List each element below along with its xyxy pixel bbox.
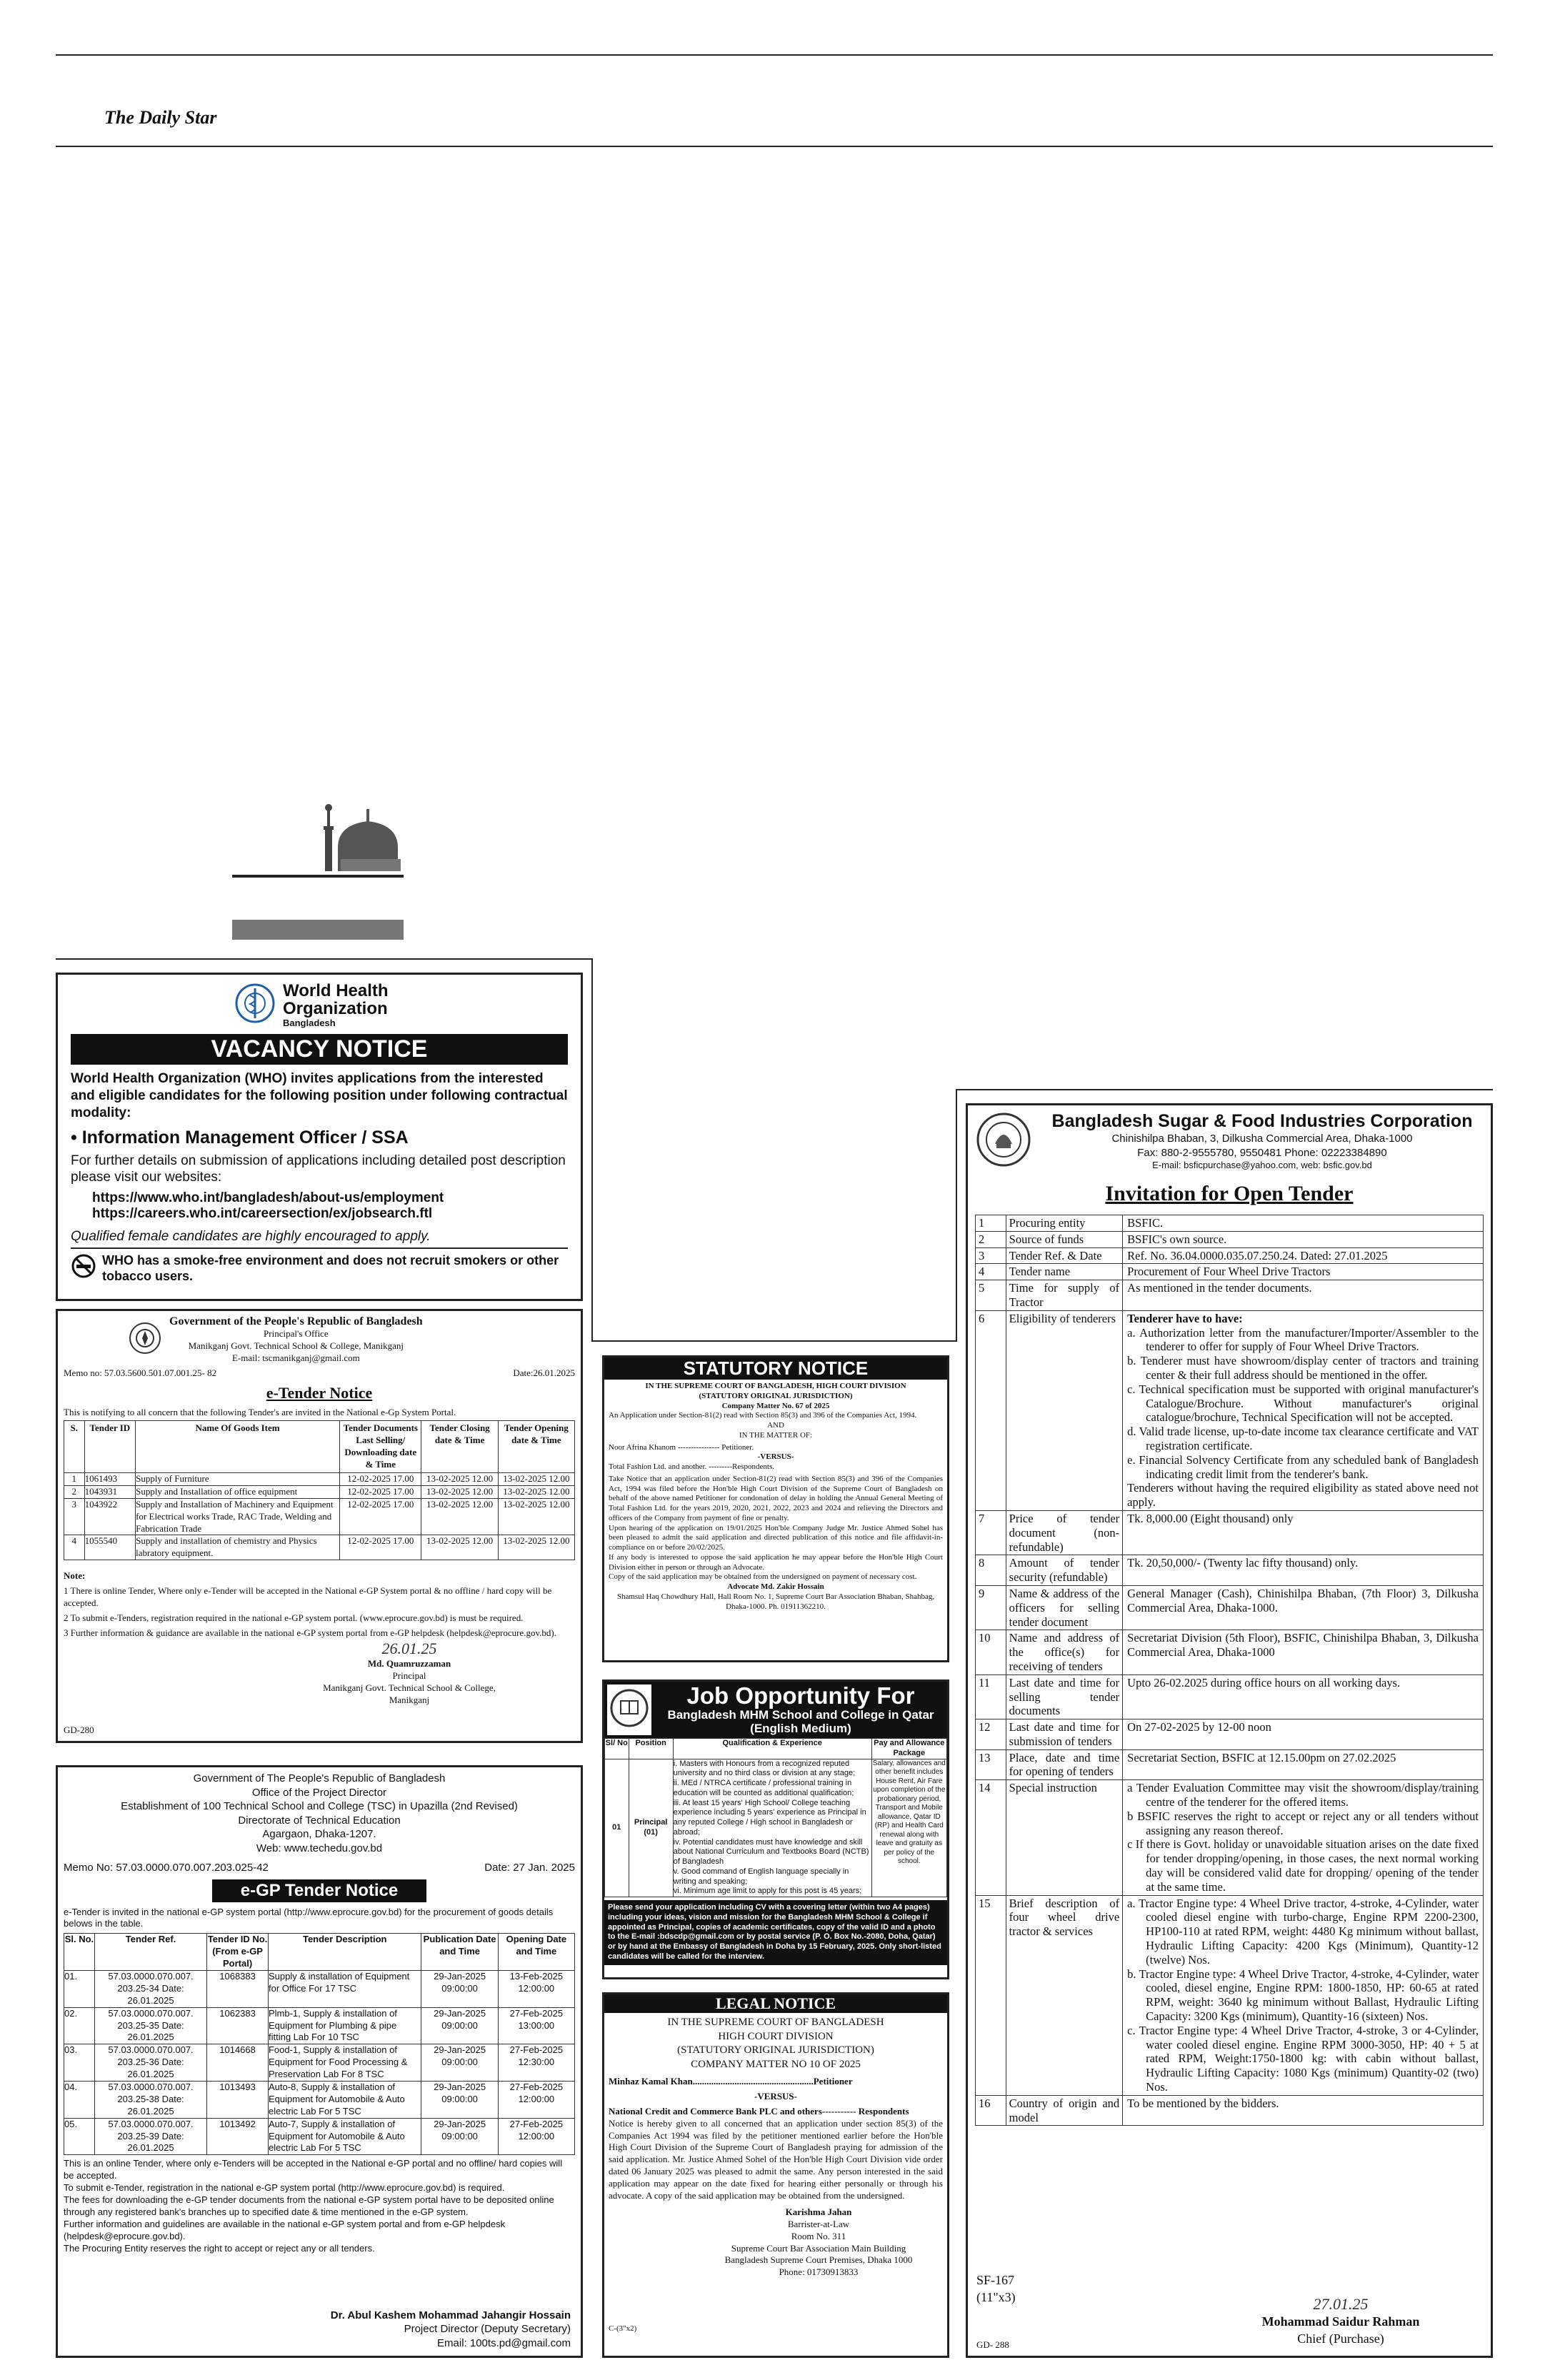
list-item: c If there is Govt. holiday or unavoidable situation arises on the date fixed for tender dropping/opening, in those cases, the next normal working day will be considered valid date for dropping/ opening of the tender at the same time. [1127,1837,1479,1894]
cell: 27-Feb-2025 12:00:00 [498,2118,574,2155]
newspaper-logo: The Daily Star [104,107,217,128]
legal-size: C-(3"x2) [609,2324,637,2334]
col-ref: Tender Ref. [94,1934,206,1971]
cell-value: Tk. 8,000.00 (Eight thousand) only [1127,1511,1294,1525]
manikganj-signature: 26.01.25 [381,1640,437,1658]
cell: 13 [976,1749,1006,1780]
cell: 10 [976,1630,1006,1674]
manikganj-title: e-Tender Notice [266,1383,373,1402]
cell: Last date and time for submission of tenders [1006,1719,1123,1750]
statutory-advocate: Advocate Md. Zakir Hossain [727,1582,824,1591]
cell: 9 [976,1585,1006,1630]
tsc-address: Agargaon, Dhaka-1207. [262,1828,376,1840]
cell: 14 [976,1780,1006,1895]
cell [1123,1749,1484,1780]
cell: 57.03.0000.070.007. 203.25-38 Date: 26.01.2025 [94,2081,206,2118]
cell: 1062383 [207,2007,269,2044]
cell-value: Upto 26-02.2025 during office hours on all working days. [1127,1675,1401,1689]
qualification-item: iv. Potential candidates must have knowledge and skill about National Curriculum and Textbooks Board (NCTB) of Bangladesh [673,1837,869,1866]
qualification-item: ii. MEd / NTRCA certificate / professional training in education will be counted as additional qualification; [673,1779,854,1797]
cell [1123,1310,1484,1510]
cell: 57.03.0000.070.007. 203.25-34 Date: 26.01.2025 [94,1970,206,2007]
cell: 13-02-2025 12.00 [498,1498,574,1535]
cell: Principal (01) [629,1759,673,1897]
cell: 03. [64,2044,95,2082]
job-footer: Please send your application including CV with a covering letter (within two A4 pages) including your ideas, vision and mission for the Bangladesh MHM School & College if appointed as Principal, copies of academic certificates, copy of the valid ID and a photo to the E-mail :bdscdp@gmail.com or by postal service (P. O. Box No.-2080, Doha, Qatar) or by hand at the Embassy of Bangladesh in Doha by 15 February, 2025. Only short-listed candidates will be called for the interview. [604,1900,947,1965]
col-qualification: Qualification & Experience [673,1739,871,1759]
table-row [976,1895,1484,2095]
who-vacancy-notice [56,973,583,1301]
legal-signer: Karishma Jahan [785,2206,852,2217]
cell: 01. [64,1970,95,2007]
bsfic-address: Chinishilpa Bhaban, 3, Dilkusha Commercial Area, Dhaka-1000 [1111,1133,1413,1145]
table-row [64,2081,575,2118]
legal-addr-1: Supreme Court Bar Association Main Building [731,2242,906,2254]
cell: 3 [976,1247,1006,1264]
table-row [976,1280,1484,1311]
statutory-matter: Company Matter No. 67 of 2025 [721,1401,830,1410]
table-row [64,2118,575,2155]
cell: Brief description of four wheel drive tractor & services [1006,1895,1123,2095]
col-opening: Tender Opening date & Time [498,1421,574,1473]
cell: 57.03.0000.070.007. 203.25-39 Date: 26.01.2025 [94,2118,206,2155]
cell: 13-02-2025 12.00 [421,1473,498,1486]
cell: Supply and Installation of Machinery and Equipment for Electrical works Trade, RAC Trade, Welding and Fabrication Trade [136,1498,340,1535]
cell-value: Tk. 20,50,000/- (Twenty lac fifty thousand) only. [1127,1556,1359,1570]
cell: 6 [976,1310,1006,1510]
cell: 4 [64,1535,85,1560]
cell: Auto-8, Supply & installation of Equipment for Automobile & Auto electric Lab For 5 TSC [268,2081,421,2118]
table-row [64,1485,575,1498]
table-row [976,1264,1484,1280]
cell-value: As mentioned in the tender documents. [1127,1281,1312,1295]
manikganj-signer-org: Manikganj Govt. Technical School & College, Manikganj [323,1682,496,1706]
cell: 29-Jan-2025 09:00:00 [421,2044,498,2082]
manikganj-note-3: 3 Further information & guidance are available in the national e-GP system portal from e-GP helpdesk (helpdesk@eprocure.gov.bd). [64,1627,556,1638]
cell-value: Tenderer have to have: [1127,1311,1243,1325]
cell: Country of origin and model [1006,2095,1123,2126]
bsfic-open-tender [966,1103,1493,2358]
cell: 13-02-2025 12.00 [498,1485,574,1498]
legal-respondent: National Credit and Commerce Bank PLC and others----------- Respondents [609,2105,909,2117]
cell: Name & address of the officers for selling tender document [1006,1585,1123,1630]
cell: Tender name [1006,1264,1123,1280]
tsc-intro: e-Tender is invited in the national e-GP system portal (http://www.eprocure.gov.bd) for the procurement of goods details belows in the table. [64,1906,554,1929]
cell [1123,1630,1484,1674]
list-item: d. Valid trade license, up-to-date income tax clearance certificate and VAT registration certificate. [1127,1425,1479,1452]
manikganj-tender-table [64,1420,575,1560]
cell: Time for supply of Tractor [1006,1280,1123,1311]
tsc-signer: Dr. Abul Kashem Mohammad Jahangir Hossain [330,2309,571,2321]
cell: 8 [976,1555,1006,1586]
statutory-in-matter: IN THE MATTER OF: [739,1430,813,1440]
statutory-notice [602,1355,949,1662]
cell: 1043931 [84,1485,136,1498]
col-sl: Sl/ No [605,1739,629,1759]
cell: 13-02-2025 12.00 [498,1473,574,1486]
tsc-notes: This is an online Tender, where only e-Tenders will be accepted in the National e-GP portal and no offline/ hard copies will be accepted. To submit e-Tender, registration in the national e-GP system portal (http://www.eprocure.gov.bd) is required. The fees for downloading the e-GP tender documents from the national e-GP system portal have to be deposited online through any registered bank's branches up to specified date & time mentioned in the e-GP system. Further information and guidelines are available in the national e-GP system portal and from e-GP helpdesk (helpdesk@eprocure.gov.bd). The Procuring Entity reserves the right to accept or reject any or all tenders. [64,2158,563,2254]
legal-title: LEGAL NOTICE [604,1994,947,2013]
qualification-item: iii. At least 15 years' High School/ College teaching experience including 5 years' experience as Principal in any reputed College / High school in Bangladesh or abroad; [673,1798,866,1837]
who-details: For further details on submission of applications including detailed post description please visit our websites: [71,1153,566,1185]
who-url-1[interactable]: https://www.who.int/bangladesh/about-us/employment [92,1190,444,1206]
tsc-gov: Government of The People's Republic of Bangladesh [193,1772,446,1784]
legal-petitioner: Minhaz Kamal Khan....................................................Petitioner [609,2076,853,2087]
tsc-dept: Directorate of Technical Education [238,1814,401,1827]
legal-versus: -VERSUS- [754,2090,797,2102]
cell [1123,1247,1484,1264]
bsfic-email: E-mail: bsficpurchase@yahoo.com, web: bsfic.gov.bd [1152,1160,1372,1171]
table-row [976,1719,1484,1750]
cell [1123,1674,1484,1719]
cell: Name and address of the office(s) for receiving of tenders [1006,1630,1123,1674]
cell: Price of tender document (non-refundable) [1006,1510,1123,1555]
col-tender-id: Tender ID [84,1421,136,1473]
who-encourage: Qualified female candidates are highly encouraged to apply. [71,1229,431,1245]
cell [1123,1510,1484,1555]
who-position: • Information Management Officer / SSA [71,1127,409,1148]
qualification-item: vi. Minimum age limit to apply for this post is 45 years; [673,1887,862,1896]
cell: 29-Jan-2025 09:00:00 [421,2118,498,2155]
bsfic-role: Chief (Purchase) [1297,2331,1384,2346]
cell: 1061493 [84,1473,136,1486]
cell-value: Secretariat Section, BSFIC at 12.15.00pm on 27.02.2025 [1127,1750,1396,1764]
tsc-title: e-GP Tender Notice [212,1879,427,1902]
manikganj-signer: Md. Quamruzzaman [367,1658,451,1669]
cell-value: To be mentioned by the bidders. [1127,2096,1279,2110]
list-item: a. Authorization letter from the manufacturer/Importer/Assembler to the tenderer to offer for supply of Four Wheel Drive Tractors. [1127,1325,1479,1354]
cell [1123,1895,1484,2095]
qualification-item: v. Good command of English language specially in writing and speaking; [673,1867,849,1886]
cell [1123,1215,1484,1232]
col-closing: Tender Closing date & Time [421,1421,498,1473]
cell: 1013493 [207,2081,269,2118]
col-open: Opening Date and Time [498,1934,574,1971]
cell: 02. [64,2007,95,2044]
bsfic-name: Bangladesh Sugar & Food Industries Corporation [1051,1111,1473,1132]
cell: Procuring entity [1006,1215,1123,1232]
tsc-role: Project Director (Deputy Secretary) [404,2323,571,2335]
tsc-memo: Memo No: 57.03.0000.070.007.203.025-42 [64,1862,269,1874]
who-title: VACANCY NOTICE [71,1034,568,1065]
col-desc: Tender Description [268,1934,421,1971]
legal-role: Barrister-at-Law [787,2218,850,2229]
cell: 15 [976,1895,1006,2095]
who-smoke-policy: WHO has a smoke-free environment and does not recruit smokers or other tobacco users. [102,1253,559,1283]
cell: 1 [64,1473,85,1486]
manikganj-note-1: 1 There is online Tender, Where only e-Tender will be accepted in the National e-GP System portal & no offline / hard copy will be accepted. [64,1585,552,1609]
tsc-egp-tender-notice [56,1765,583,2358]
bsfic-title: Invitation for Open Tender [1105,1182,1354,1205]
cell: 2 [976,1231,1006,1247]
col-position: Position [629,1739,673,1759]
cell: 12 [976,1719,1006,1750]
table-row [976,1510,1484,1555]
cell [1123,1231,1484,1247]
list-item: e. Financial Solvency Certificate from any scheduled bank of Bangladesh indicating credit limit from the tenderer's bank. [1127,1452,1479,1481]
tsc-office: Office of the Project Director [251,1786,387,1799]
cell [1123,1264,1484,1280]
legal-court: IN THE SUPREME COURT OF BANGLADESH [667,2017,884,2028]
legal-matter: COMPANY MATTER NO 10 OF 2025 [691,2058,861,2070]
tsc-web: Web: www.techedu.gov.bd [256,1842,383,1854]
cell: 1013492 [207,2118,269,2155]
table-row [976,2095,1484,2126]
tsc-email: Email: 100ts.pd@gmail.com [437,2336,571,2349]
col-goods: Name Of Goods Item [136,1421,340,1473]
cell: 12-02-2025 17.00 [340,1473,421,1486]
cell: 13-02-2025 12.00 [421,1485,498,1498]
table-row [64,2007,575,2044]
cell: Eligibility of tenderers [1006,1310,1123,1510]
table-row [976,1310,1484,1510]
cell: 27-Feb-2025 13:00:00 [498,2007,574,2044]
bsfic-signer: Mohammad Saidur Rahman [1261,2314,1420,2329]
legal-notice [602,1992,949,2358]
table-row [976,1749,1484,1780]
table-row [976,1585,1484,1630]
cell: 1043922 [84,1498,136,1535]
who-emblem-icon [234,983,276,1028]
job-subtitle: Bangladesh MHM School and College in Qatar (English Medium) [667,1708,934,1735]
tsc-date: Date: 27 Jan. 2025 [484,1862,575,1874]
cell [1123,1780,1484,1895]
cell [1123,1719,1484,1750]
list-item: b BSFIC reserves the right to accept or reject any or all tenders without assigning any reason thereof. [1127,1809,1479,1837]
bangladesh-emblem-icon [128,1321,162,1359]
cell: 2 [64,1485,85,1498]
cell: 57.03.0000.070.007. 203.25-36 Date: 26.01.2025 [94,2044,206,2082]
cell: 12-02-2025 17.00 [340,1498,421,1535]
cell [1123,1585,1484,1630]
cell: Special instruction [1006,1780,1123,1895]
cell: Source of funds [1006,1231,1123,1247]
manikganj-etender-notice [56,1309,583,1743]
tsc-tender-table [64,1933,575,2155]
table-header-row [605,1739,947,1759]
manikganj-school: Manikganj Govt. Technical School & College, Manikganj [188,1340,404,1351]
col-sl: S. [64,1421,85,1473]
job-opportunity-notice [602,1679,949,1979]
cell: 11 [976,1674,1006,1719]
cell: 27-Feb-2025 12:00:00 [498,2081,574,2118]
no-smoking-icon [71,1253,96,1282]
cell [673,1759,871,1897]
list-item: a Tender Evaluation Committee may visit the showroom/display/training centre of the tenderer for the offered items. [1127,1781,1479,1809]
cell-extra: Tenderers without having the required eligibility as stated above need not apply. [1127,1481,1479,1510]
list-item: b. Tractor Engine type: 4 Wheel Drive Tractor, 4-stroke, 4-Cylinder, water cooled, diesel engine, Engine RPM: 1800-1850, HP: 60-65 at rated RPM, weight: 3640 kg minimum without Ballast, Hydraulic Lifting Capacity: 3200 Kgs (minimum), Quantity-16 (sixteen) Nos. [1127,1967,1479,2024]
col-sl: Sl. No. [64,1934,95,1971]
who-intro: World Health Organization (WHO) invites applications from the interested and eligible candidates for the following position under following contractual modality: [71,1071,568,1120]
bsfic-size: (11"x3) [976,2289,1016,2304]
table-row [976,1247,1484,1264]
cell: 3 [64,1498,85,1535]
cell-value: BSFIC's own source. [1127,1232,1227,1246]
manikganj-intro: This is notifying to all concern that the following Tender's are invited in the National e-Gp System Portal. [64,1406,456,1417]
cell [1123,1280,1484,1311]
bsfic-fax: Fax: 880-2-9555780, 9550481 Phone: 02223384890 [1137,1146,1387,1159]
cell: 04. [64,2081,95,2118]
cell: 12-02-2025 17.00 [340,1535,421,1560]
statutory-application: An Application under Section-81(2) read with Section 85(3) and 396 of the Companies Act, 1994. [609,1411,917,1420]
table-row [605,1759,947,1897]
cell: 05. [64,2118,95,2155]
manikganj-memo: Memo no: 57.03.5600.501.07.001.25- 82 [64,1367,217,1378]
who-country: Bangladesh [283,1018,336,1029]
col-pay: Pay and Allowance Package [871,1739,946,1759]
manikganj-office: Principal's Office [264,1328,329,1339]
bsfic-tender-table [975,1215,1484,2126]
who-org-name: World Health Organization [283,981,389,1019]
cell: Supply & installation of Equipment for Office For 17 TSC [268,1970,421,2007]
table-row [64,1473,575,1486]
manikganj-email: E-mail: tscmanikganj@gmail.com [231,1352,360,1363]
cell [1123,2095,1484,2126]
cell: 12-02-2025 17.00 [340,1485,421,1498]
legal-phone: Phone: 01730913833 [779,2266,859,2278]
cell: Tender Ref. & Date [1006,1247,1123,1264]
bsfic-code: GD- 288 [976,2339,1009,2351]
statutory-body: Take Notice that an application under Section-81(2) read with Section 85(3) and 396 of the Companies Act, 1994 was filed before the Hon'ble High Court Division of the Supreme Court of Bangladesh on behalf of the above named Petitioner for condonation of delay in holding the Annual General Meeting of Total Fashion Ltd. for the years 2019, 2020, 2021, 2022, 2023 and 2024 and relieving the Directors and officers of the Company from payment of fine or penalty. Upon hearing of the application on 19/01/2025 Hon'ble Company Judge Mr. Justice Ahmed Sohel has been pleased to admit the said application and directed publication of this notice and file affidavit-in-compliance on or before 20/02/2025. If any body is interested to oppose the said application he may appear before the Hon'ble High Court Division either in person or through an Advocate. Copy of the said application may be obtained from the undersigned on payment of necessary cost. [609,1474,943,1582]
cell: Salary, allowances and other benefit includes House Rent, Air Fare upon completion of the probationary period, Transport and Mobile allowance, Qatar ID (RP) and Health Card renewal along with leave and gratuity as per policy of the school. [871,1759,946,1897]
cell: 13-02-2025 12.00 [498,1535,574,1560]
cell: 5 [976,1280,1006,1311]
cell-value: Procurement of Four Wheel Drive Tractors [1127,1265,1331,1279]
bsfic-sf-code: SF-167 [976,2273,1015,2288]
col-selling: Tender Documents Last Selling/ Downloading date & Time [340,1421,421,1473]
cell: 1014668 [207,2044,269,2082]
cell: Plmb-1, Supply & installation of Equipment for Plumbing & pipe fitting Lab For 10 TSC [268,2007,421,2044]
cell-value: On 27-02-2025 by 12-00 noon [1127,1720,1271,1734]
who-url-2[interactable]: https://careers.who.int/careersection/ex/jobsearch.ftl [92,1206,433,1222]
cell: 29-Jan-2025 09:00:00 [421,2007,498,2044]
statutory-and: AND [767,1421,784,1430]
table-row [976,1215,1484,1232]
table-header-row [64,1421,575,1473]
cell: 7 [976,1510,1006,1555]
cell: 1055540 [84,1535,136,1560]
cell-value: General Manager (Cash), Chinishilpa Bhaban, (7th Floor) 3, Dilkusha Commercial Area, Dhaka-1000. [1127,1586,1479,1615]
job-table [604,1738,947,1897]
cell: 27-Feb-2025 12:30:00 [498,2044,574,2082]
bsfic-signature-date: 27.01.25 [1313,2295,1369,2314]
statutory-address: Shamsul Haq Chowdhury Hall, Hall Room No. 1, Supreme Court Bar Association Bhaban, Shahbag, Dhaka-1000. Ph. 01911362210. [616,1592,935,1611]
table-header-row [64,1934,575,1971]
table-row [64,1498,575,1535]
mosque-graphic [232,789,404,871]
bsfic-logo-icon [975,1111,1032,1172]
table-row [976,1780,1484,1895]
tsc-project: Establishment of 100 Technical School and College (TSC) in Upazilla (2nd Revised) [121,1800,518,1812]
col-id: Tender ID No. (From e-GP Portal) [207,1934,269,1971]
cell: 16 [976,2095,1006,2126]
statutory-court: IN THE SUPREME COURT OF BANGLADESH, HIGH COURT DIVISION [645,1382,906,1390]
cell [1123,1555,1484,1586]
cell-value: Secretariat Division (5th Floor), BSFIC, Chinishilpa Bhaban, 3, Dilkusha Commercial Area, Dhaka-1000 [1127,1631,1479,1660]
legal-addr-2: Bangladesh Supreme Court Premises, Dhaka 1000 [724,2254,913,2266]
job-title: Job Opportunity For [686,1682,915,1709]
cell: 01 [605,1759,629,1897]
manikganj-note-2: 2 To submit e-Tenders, registration required in the national e-GP system portal. (www.eprocure.gov.bd) is must be required. [64,1612,524,1623]
cell: Last date and time for selling tender documents [1006,1674,1123,1719]
table-row [64,1970,575,2007]
statutory-respondent: Total Fashion Ltd. and another. ---------Respondents. [609,1462,775,1471]
cell: 13-Feb-2025 12:00:00 [498,1970,574,2007]
col-pub: Publication Date and Time [421,1934,498,1971]
manikganj-gov: Government of the People's Republic of Bangladesh [169,1315,423,1327]
statutory-title: STATUTORY NOTICE [604,1357,947,1380]
qualification-item: i. Masters with Honours from a recognized reputed university and no third class or division at any stage; [673,1759,856,1778]
manikganj-note-label: Note: [64,1570,86,1582]
cell: 57.03.0000.070.007. 203.25-35 Date: 26.01.2025 [94,2007,206,2044]
cell: Auto-7, Supply & installation of Equipment for Automobile & Auto electric Lab For 5 TSC [268,2118,421,2155]
legal-room: Room No. 311 [791,2230,846,2241]
cell: 29-Jan-2025 09:00:00 [421,2081,498,2118]
list-item: a. Tractor Engine type: 4 Wheel Drive tractor, 4-stroke, 4-Cylinder, water cooled diesel engine with turbo-charge, Engine RPM 2200-2300, HP100-110 at rated RPM, weight: 4480 Kg minimum without ballast, Hydraulic Lifting Capacity: 4200 Kgs (Minimum), Quantity-12 (twelve) Nos. [1127,1896,1479,1967]
legal-division: HIGH COURT DIVISION [718,2030,834,2042]
cell: 4 [976,1264,1006,1280]
list-item: c. Technical specification must be supported with original manufacturer's Catalogue/Brochure. Without manufacturer's original catalogue/brochure, Technical Specification will not be accepted. [1127,1382,1479,1425]
statutory-juris: (STATUTORY ORIGINAL JURISDICTION) [699,1391,853,1400]
statutory-petitioner: Noor Afrina Khanom ---------------- Petitioner. [609,1442,754,1452]
cell: Supply and installation of chemistry and Physics labratory equipment. [136,1535,340,1560]
table-row [976,1674,1484,1719]
cell: Food-1, Supply & installation of Equipment for Food Processing & Preservation Lab For 8 TSC [268,2044,421,2082]
cell: 1068383 [207,1970,269,2007]
cell: 29-Jan-2025 09:00:00 [421,1970,498,2007]
list-item: b. Tenderer must have showroom/display center of tractors and training center & their full address should be mentioned in the offer. [1127,1354,1479,1382]
cell: 13-02-2025 12.00 [421,1535,498,1560]
cell: Amount of tender security (refundable) [1006,1555,1123,1586]
manikganj-code: GD-280 [64,1724,94,1736]
cell: 1 [976,1215,1006,1232]
cell: 13-02-2025 12.00 [421,1498,498,1535]
cell: Place, date and time for opening of tenders [1006,1749,1123,1780]
cell: Supply of Furniture [136,1473,340,1486]
school-logo-icon [607,1684,651,1735]
cell-value: BSFIC. [1127,1216,1164,1230]
cell: Supply and Installation of office equipment [136,1485,340,1498]
table-row [64,1535,575,1560]
table-row [976,1555,1484,1586]
legal-body: Notice is hereby given to all concerned that an application under section 85(3) of the Companies Act 1994 was filed by the petitioner mentioned earlier before the Hon'ble High Court Division of the Supreme Court of Bangladesh praying for admission of the said application. Mr. Justice Ahmed Sohel of the Hon'ble High Court Division vide order dated 06 January 2025 was pleased to admit the same. Any person interested in the said application may appear on the date fixed for hearing either personally or through his advocate. A copy of the said application may be obtained from the undersigned. [609,2117,943,2201]
cell-value: Ref. No. 36.04.0000.035.07.250.24. Dated: 27.01.2025 [1127,1248,1388,1262]
legal-juris: (STATUTORY ORIGINAL JURISDICTION) [677,2044,874,2056]
manikganj-date: Date:26.01.2025 [513,1367,575,1378]
manikganj-role: Principal [392,1670,426,1682]
table-row [976,1630,1484,1674]
table-row [64,2044,575,2082]
statutory-versus: -VERSUS- [757,1452,794,1462]
table-row [976,1231,1484,1247]
list-item: c. Tractor Engine type: 4 Wheel Drive Tractor, 4-stroke, 3 or 4-Cylinder, water cooled diesel engine. Engine RPM 3000-3050, HP: 40 + 5 at rated RPM, Weight:1750-1800 kg: with cabin without ballast, Hydraulic Lifting Capacity: 1080 Kgs (minimum) Quantity-02 (two) Nos. [1127,2023,1479,2094]
